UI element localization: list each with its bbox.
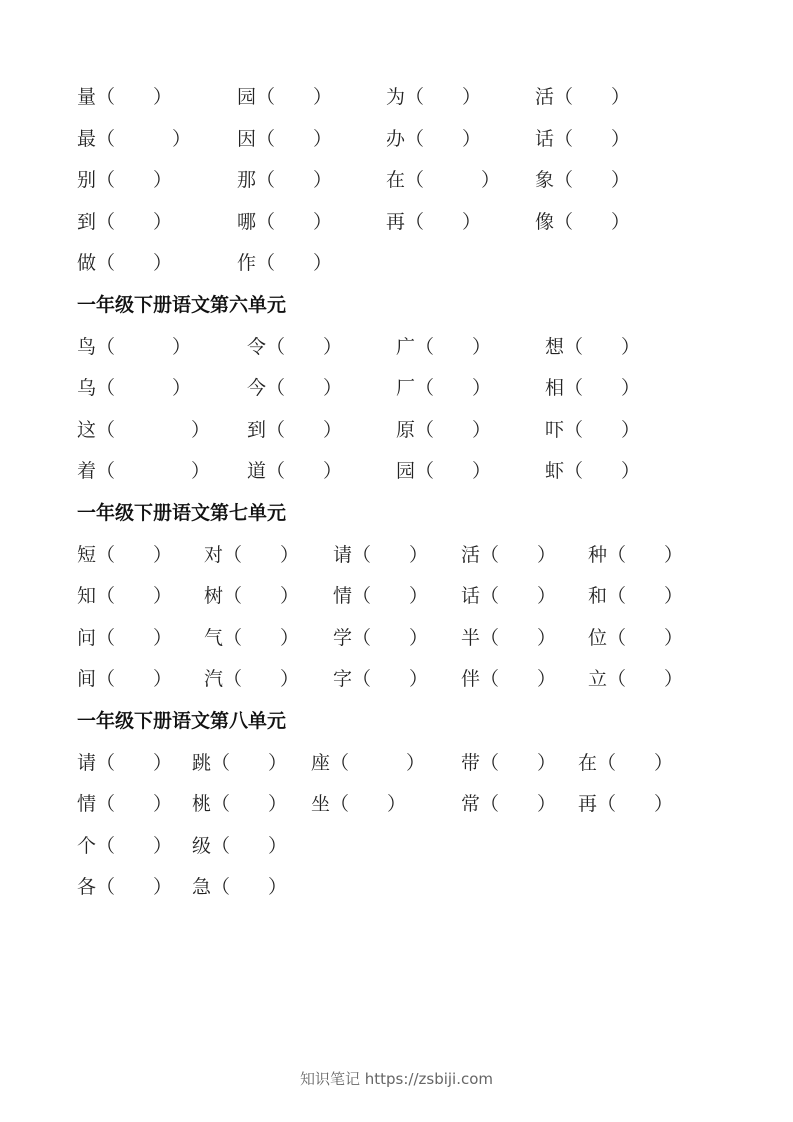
word-blank[interactable]: 急（ ） (192, 876, 288, 898)
exercise-row (0, 581, 793, 611)
exercise-row (0, 248, 793, 278)
exercise-row (0, 789, 793, 819)
word-blank[interactable]: 作（ ） (237, 252, 333, 274)
word-blank[interactable]: 常（ ） (461, 793, 557, 815)
exercise-row (0, 373, 793, 403)
exercise-row (0, 748, 793, 778)
word-blank[interactable]: 活（ ） (535, 86, 631, 108)
word-blank[interactable]: 学（ ） (333, 626, 429, 649)
word-blank[interactable]: 别（ ） (77, 169, 173, 191)
word-blank[interactable]: 哪（ ） (237, 210, 333, 233)
word-blank[interactable]: 这（ ） (77, 418, 211, 441)
exercise-row (0, 207, 793, 237)
footer-watermark: 知识笔记 https://zsbiji.com (299, 1070, 494, 1088)
exercise-row (0, 664, 793, 694)
exercise-row (0, 415, 793, 445)
word-blank[interactable]: 令（ ） (247, 335, 343, 358)
word-blank[interactable]: 级（ ） (192, 834, 288, 857)
word-blank[interactable]: 道（ ） (247, 460, 343, 482)
word-blank[interactable]: 象（ ） (535, 169, 631, 191)
word-blank[interactable]: 气（ ） (204, 626, 300, 649)
exercise-row (0, 540, 793, 570)
word-blank[interactable]: 到（ ） (247, 418, 343, 441)
word-blank[interactable]: 鸟（ ） (77, 335, 192, 358)
word-blank[interactable]: 问（ ） (77, 626, 173, 649)
exercise-row (0, 82, 793, 112)
exercise-row (0, 872, 793, 902)
word-blank[interactable]: 话（ ） (461, 585, 557, 607)
word-blank[interactable]: 想（ ） (545, 335, 641, 358)
word-blank[interactable]: 厂（ ） (396, 377, 492, 399)
exercise-row (0, 831, 793, 861)
word-blank[interactable]: 做（ ） (77, 252, 173, 274)
exercise-row (0, 456, 793, 486)
exercise-row (0, 332, 793, 362)
word-blank[interactable]: 话（ ） (535, 127, 631, 150)
word-blank[interactable]: 半（ ） (461, 626, 557, 649)
unit7-title: 一年级下册语文第七单元 (77, 502, 287, 524)
word-blank[interactable]: 到（ ） (77, 210, 173, 233)
word-blank[interactable]: 广（ ） (396, 335, 492, 358)
word-blank[interactable]: 为（ ） (386, 86, 482, 108)
word-blank[interactable]: 带（ ） (461, 751, 557, 774)
word-blank[interactable]: 活（ ） (461, 543, 557, 566)
word-blank[interactable]: 桃（ ） (192, 793, 288, 815)
word-blank[interactable]: 吓（ ） (545, 418, 641, 441)
word-blank[interactable]: 对（ ） (204, 543, 300, 566)
word-blank[interactable]: 量（ ） (77, 86, 173, 108)
word-blank[interactable]: 各（ ） (77, 876, 173, 898)
word-blank[interactable]: 园（ ） (396, 460, 492, 482)
word-blank[interactable]: 请（ ） (333, 543, 429, 566)
word-blank[interactable]: 在（ ） (578, 751, 674, 774)
exercise-row (0, 165, 793, 195)
exercise-row (0, 124, 793, 154)
word-blank[interactable]: 树（ ） (204, 585, 300, 607)
word-blank[interactable]: 最（ ） (77, 127, 192, 150)
word-blank[interactable]: 位（ ） (588, 626, 684, 649)
word-blank[interactable]: 再（ ） (386, 210, 482, 233)
word-blank[interactable]: 跳（ ） (192, 751, 288, 774)
word-blank[interactable]: 和（ ） (588, 585, 684, 607)
word-blank[interactable]: 立（ ） (588, 668, 684, 690)
word-blank[interactable]: 请（ ） (77, 751, 173, 774)
word-blank[interactable]: 知（ ） (77, 585, 173, 607)
unit8-title: 一年级下册语文第八单元 (77, 710, 287, 732)
word-blank[interactable]: 在（ ） (386, 169, 501, 191)
word-blank[interactable]: 情（ ） (77, 793, 173, 815)
word-blank[interactable]: 虾（ ） (545, 460, 641, 482)
word-blank[interactable]: 今（ ） (247, 377, 343, 399)
word-blank[interactable]: 短（ ） (77, 543, 173, 566)
unit6-title: 一年级下册语文第六单元 (77, 294, 287, 316)
word-blank[interactable]: 个（ ） (77, 834, 173, 857)
word-blank[interactable]: 种（ ） (588, 543, 684, 566)
word-blank[interactable]: 办（ ） (386, 127, 482, 150)
word-blank[interactable]: 间（ ） (77, 668, 173, 690)
word-blank[interactable]: 坐（ ） (311, 793, 407, 815)
word-blank[interactable]: 汽（ ） (204, 668, 300, 690)
word-blank[interactable]: 着（ ） (77, 460, 211, 482)
word-blank[interactable]: 字（ ） (333, 668, 429, 690)
word-blank[interactable]: 相（ ） (545, 377, 641, 399)
word-blank[interactable]: 原（ ） (396, 418, 492, 441)
word-blank[interactable]: 伴（ ） (461, 668, 557, 690)
word-blank[interactable]: 情（ ） (333, 585, 429, 607)
word-blank[interactable]: 像（ ） (535, 210, 631, 233)
word-blank[interactable]: 乌（ ） (77, 377, 192, 399)
exercise-row (0, 623, 793, 653)
word-blank[interactable]: 因（ ） (237, 127, 333, 150)
word-blank[interactable]: 园（ ） (237, 86, 333, 108)
word-blank[interactable]: 座（ ） (311, 751, 426, 774)
word-blank[interactable]: 那（ ） (237, 169, 333, 191)
word-blank[interactable]: 再（ ） (578, 793, 674, 815)
